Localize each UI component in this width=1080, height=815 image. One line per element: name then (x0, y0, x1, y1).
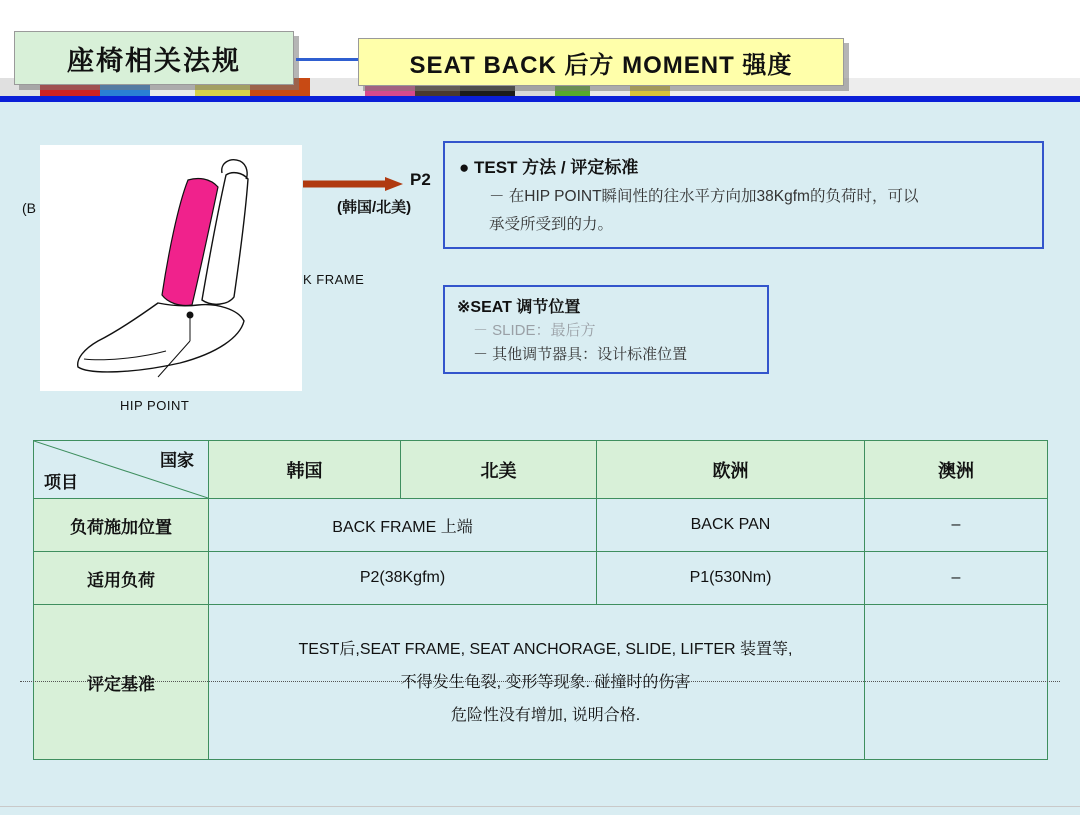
table-col-korea: 韩国 (209, 441, 401, 499)
title-connector-line (296, 58, 360, 61)
table-row (34, 499, 1048, 552)
corner-item-label: 项目 (44, 473, 78, 492)
table-col-australia: 澳洲 (865, 441, 1048, 499)
table-col-europe: 欧洲 (597, 441, 865, 499)
criteria-line1: TEST后,SEAT FRAME, SEAT ANCHORAGE, SLIDE, LIFTER 装置等, (298, 640, 793, 658)
test-method-box (443, 141, 1044, 249)
row-label-applied-load: 适用负荷 (34, 552, 209, 605)
table-corner-cell (34, 441, 209, 499)
test-method-heading: ● TEST 方法 / 评定标准 (459, 158, 639, 177)
title-right-text: SEAT BACK 后方 MOMENT 强度 (409, 51, 793, 79)
test-method-body (489, 183, 1029, 239)
spec-table (33, 440, 1048, 760)
table-row (34, 552, 1048, 605)
cell-criteria-text (209, 605, 865, 760)
cell-load-position-australia: – (865, 499, 1048, 552)
test-method-body-line1: － 在HIP POINT瞬间性的往水平方向加38Kgfm的负荷时，可以 (489, 188, 919, 205)
title-left-box (14, 31, 294, 85)
back-frame-label: K FRAME (303, 272, 365, 287)
seat-position-box (443, 285, 769, 374)
p2-region-label: (韩国/北美) (337, 199, 412, 216)
table-col-north-america: 北美 (401, 441, 597, 499)
header-divider-rule (0, 96, 1080, 102)
load-arrow-icon (303, 177, 403, 191)
row-label-load-position: 负荷施加位置 (34, 499, 209, 552)
cell-load-position-korea-na: BACK FRAME 上端 (209, 499, 597, 552)
cell-criteria-australia (865, 605, 1048, 760)
test-method-body-line2: 承受所受到的力。 (489, 216, 614, 233)
cell-load-position-europe: BACK PAN (597, 499, 865, 552)
seat-position-line2: － 其他调节器具：设计标准位置 (473, 346, 688, 363)
table-row (34, 605, 1048, 760)
title-right-box (358, 38, 844, 86)
annotation-dotted-line (20, 681, 1060, 682)
row-label-criteria: 评定基准 (34, 605, 209, 760)
criteria-line2: 不得发生龟裂, 变形等现象. 碰撞时的伤害 (400, 673, 691, 691)
seat-position-line1: － SLIDE：最后方 (473, 322, 596, 339)
p2-label: P2 (410, 170, 431, 189)
corner-country-label: 国家 (160, 451, 194, 470)
b-label: (B (22, 200, 36, 216)
slide-bottom-rule (0, 806, 1080, 807)
cell-applied-load-korea-na: P2(38Kgfm) (209, 552, 597, 605)
cell-applied-load-australia: – (865, 552, 1048, 605)
seat-drawing-svg (40, 145, 302, 391)
hip-point-label: HIP POINT (120, 398, 190, 413)
seat-position-heading: ※SEAT 调节位置 (457, 299, 581, 316)
title-left-text: 座椅相关法规 (67, 45, 241, 76)
table-header-row (34, 441, 1048, 499)
criteria-line3: 危险性没有增加, 说明合格. (450, 706, 641, 724)
cell-applied-load-europe: P1(530Nm) (597, 552, 865, 605)
seat-diagram (40, 145, 302, 391)
